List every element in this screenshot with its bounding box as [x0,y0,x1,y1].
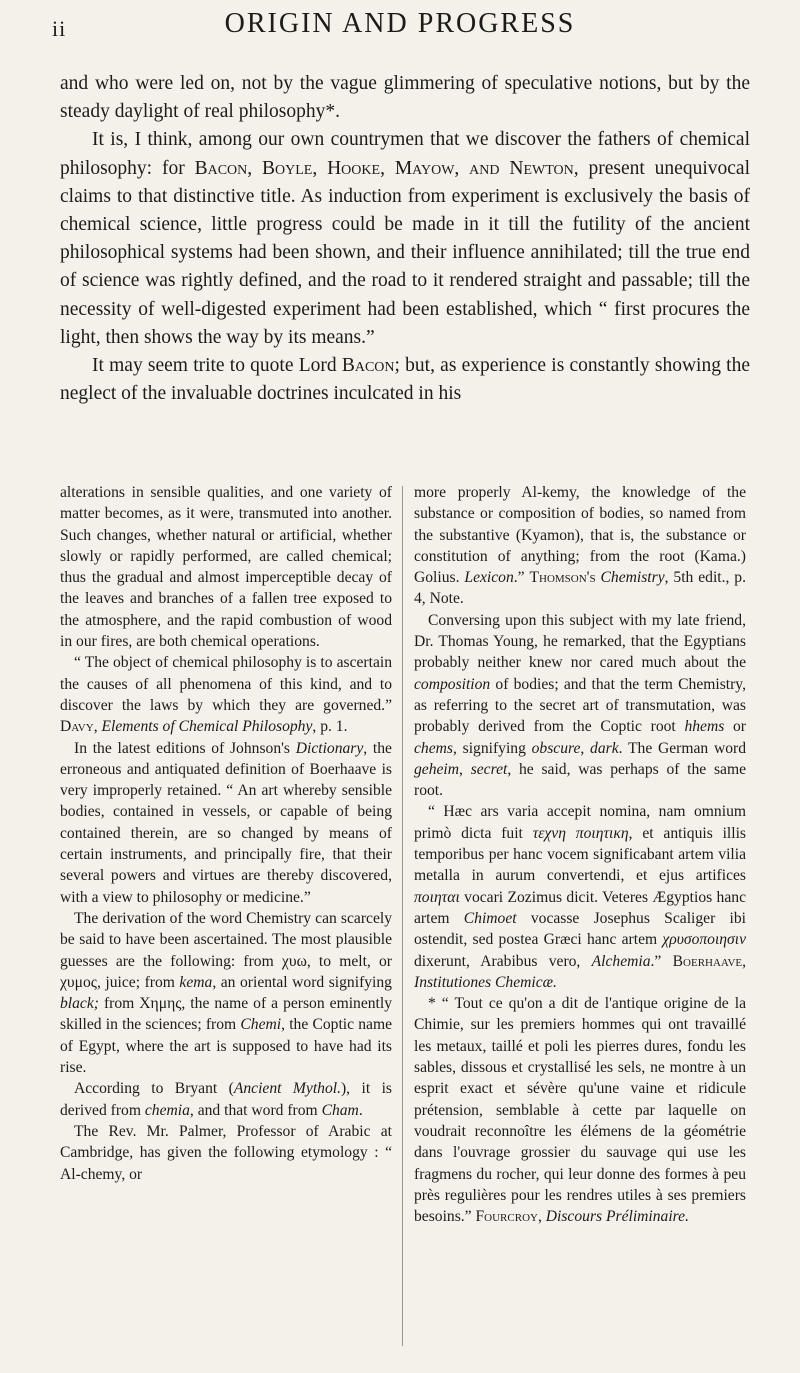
footnote-paragraph [60,652,392,737]
column-divider [402,486,403,1346]
citation-work: Institutiones Chemicæ. [414,973,557,991]
footnote-paragraph [60,1121,392,1185]
footnote-columns [60,482,750,1362]
footnote-text: , p. 1. [312,718,348,736]
footnote-text: The Rev. Mr. Palmer, Professor of Arabic at Cambridge, has given the following etymology : “ Al-chemy, or [60,1122,392,1183]
footnote-text: dixerunt, Arabibus vero, [414,952,592,970]
footnote-text: , juice; from [96,973,180,991]
footnote-text: from [98,995,140,1013]
main-text [60,70,750,408]
footnote-text: . The German word [618,739,746,757]
italic-term: obscure [531,739,581,757]
footnote-text: , signifying [452,739,532,757]
italic-term: secret [470,760,508,778]
footnote-text: “ Hæc ars varia accepit nomina, nam omnium primò dicta fuit [414,803,746,842]
footnote-text: , the erroneous and antiquated definition of Boerhaave is very improperly retained. “ An art whereby sensible bodies, contained in vessels, or capable of being contained therein, are so changed by means of certain instruments, and principally fire, that their several powers and virtues are thereby discovered, with a view to philosophy or medicine.” [60,739,392,906]
footnote-text: alterations in sensible qualities, and one variety of matter becomes, as it were, transmuted into another. Such changes, whether natural or artificial, whether slowly or rapidly performed, are called chemical; thus the gradual and almost imperceptible decay of the leaves and branches of a fallen tree exposed to the atmosphere, and the rapid combustion of wood in our fires, are both chemical operations. [60,484,392,651]
footnote-text: , et antiquis illis temporibus per hanc vocem significabant artem vilia metalla in aurum convertendi, et ejus artifices [414,824,747,885]
italic-term: chems [414,739,453,757]
citation-work: Discours Préliminaire. [545,1208,689,1226]
footnote-text: , [580,739,591,757]
left-column [60,482,392,1185]
footnote-text: of bodies; and that the term Chemistry, as referring to the secret art of transmutation, was probably derived from the Coptic root [414,675,746,736]
author-names: Bacon, Boyle, Hooke, Mayow, and Newton, [194,157,579,179]
footnote-text: , [93,718,102,736]
footnote-paragraph [414,801,746,993]
footnote-paragraph [414,482,746,610]
italic-term: Cham [321,1101,359,1119]
footnote-text: , 5th edit., p. 4, Note. [414,569,746,608]
main-text-run: ; but, as experience is constantly showing the neglect of the invaluable doctrines inculcated in his [60,355,750,405]
footnote-text: , an oriental word signifying [212,973,392,991]
footnote-text: ), it is derived from [60,1080,392,1119]
citation-author: Davy [60,718,94,736]
main-text-run: and who were led on, not by the vague glimmering of speculative notions, but by the steady daylight of real philosophy*. [60,73,750,123]
footnote-text: more properly Al-kemy, the knowledge of the substance or composition of bodies, so named from the substantive (Kyamon), that is, the substance or constitution of anything; from the root (Kama.) Golius. [414,484,746,587]
citation-work: Dictionary [295,739,364,757]
greek-phrase: τεχνη ποιητικη [532,824,629,842]
italic-term: Chemi [240,1016,282,1034]
footnote-paragraph [60,738,392,908]
italic-term: kema [179,973,213,991]
footnote-paragraph [414,610,746,802]
footnote-text: vocari Zozimus dicit. Veteres Ægyptios hanc artem [414,888,746,927]
author-name: Bacon [341,355,395,377]
header-title: ORIGIN AND PROGRESS [224,8,576,39]
footnote-text: , the Coptic name of Egypt, where the art is supposed to have had its rise. [60,1016,392,1077]
footnote-text: or [724,718,746,736]
footnote-text: Conversing upon this subject with my late friend, Dr. Thomas Young, he remarked, that the Egyptians probably neither knew nor cared much about the [414,611,746,672]
footnote-text: .” [513,569,530,587]
greek-word: χρυσοποιησιν [662,931,746,949]
footnote-text: The derivation of the word Chemistry can scarcely be said to have been ascertained. The most plausible guesses are the following: from [60,909,392,970]
footnote-text: .” [650,952,673,970]
footnote-text: According to Bryant ( [74,1080,234,1098]
footnote-paragraph [60,482,392,652]
running-head [0,6,800,50]
footnote-paragraph [60,1078,392,1121]
citation-work: Chemistry [600,569,665,587]
italic-term: dark [590,739,619,757]
citation-work: Lexicon [464,569,514,587]
citation-author: Boerhaave [672,952,743,970]
greek-word: χυμος [60,973,97,991]
citation-author: Fourcroy [475,1208,538,1226]
citation-work: Ancient Mythol. [233,1080,341,1098]
italic-term: Alchemia [591,952,651,970]
footnote-text: , to melt, or [306,952,392,970]
footnote-text: , the name of a person eminently skilled in the sciences; from [60,995,393,1034]
footnote-paragraph [60,908,392,1078]
footnote-paragraph [414,993,746,1227]
citation-author: Thomson's [529,569,596,587]
footnote-text: vocasse Josephus Scaliger ibi ostendit, sed postea Græci hanc artem [414,909,746,949]
italic-term: chemia [144,1101,190,1119]
main-paragraph [60,70,750,126]
footnote-text: * “ Tout ce qu'on a dit de l'antique origine de la Chimie, sur les premiers hommes qui ont travaillé les metaux, taillé et poli les pierres dures, fondu les sables, dissous et crystallisé les sels, ne montre à un esprit exact et sévère qu'une vaine et ridicule prétension, semblable à cette par laquelle on voudrait reconnoître les élémens de la géométrie dans l'ouvrage grossier du sauvage qui use les fragmens du rocher, qui leur donne des formes à peu près regulières pour les rendres utiles à ses premiers besoins.” [414,995,746,1226]
greek-word: χυω [281,952,307,970]
italic-term: composition [414,675,491,693]
italic-term: black; [60,995,99,1013]
italic-term: geheim [414,760,460,778]
footnote-text: , [459,760,471,778]
main-text-run: It may seem trite to quote Lord [92,355,342,377]
main-paragraph [60,352,750,408]
italic-term: hhems [684,718,725,736]
italic-term: Chimoet [463,909,517,927]
footnote-text: “ The object of chemical philosophy is to ascertain the causes of all phenomena of this kind, and to discover the laws by which they are governed.” [60,654,392,714]
citation-work: Elements of Chemical Philosophy [101,718,313,736]
page-number: ii [52,16,67,41]
footnote-text: . [358,1101,363,1119]
main-text-run: present unequivocal claims to that distinctive title. As induction from experiment is exclusively the basis of chemical science, little progress could be made in it till the futility of the ancient philosophical systems had been shown, and their influence annihilated; till the true end of science was rightly defined, and the road to it rendered straight and passable; till the necessity of well-digested experiment had been established, which “ first procures the light, then shows the way by its means.” [60,157,750,348]
greek-word: ποιηται [414,888,460,906]
footnote-text: In the latest editions of Johnson's [74,739,296,757]
footnote-text: , [742,952,747,970]
right-column [414,482,746,1227]
footnote-text: , and that word from [189,1101,322,1119]
main-paragraph [60,126,750,352]
greek-word: Χημης [139,995,182,1013]
main-text-run: It is, I think, among our own countrymen that we discover the fathers of chemical philosophy: for [60,129,750,179]
footnote-text: , he said, was perhaps of the same root. [414,760,747,800]
footnote-text: , [537,1208,546,1226]
